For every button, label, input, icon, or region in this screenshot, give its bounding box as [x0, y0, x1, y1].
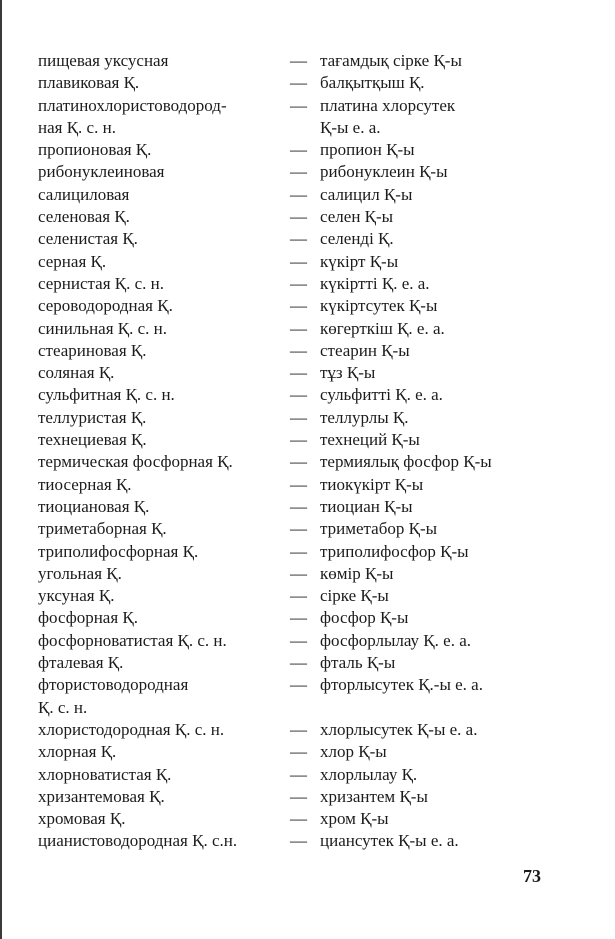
- russian-term: угольная Қ.: [38, 563, 122, 583]
- glossary-entry: [38, 139, 598, 161]
- kazakh-term: — триполифосфор Қ-ы: [290, 541, 598, 563]
- kazakh-term: — салицил Қ-ы: [290, 184, 598, 206]
- russian-term: фосфорная Қ.: [38, 608, 139, 628]
- kazakh-term: — сірке Қ-ы: [290, 585, 598, 607]
- russian-term: пищевая уксусная: [38, 51, 169, 70]
- russian-term: платинохлористоводород- ная Қ. с. н.: [38, 95, 227, 137]
- kazakh-term: — балқытқыш Қ.: [290, 72, 598, 94]
- kazakh-term: — көмір Қ-ы: [290, 563, 598, 585]
- page-edge-line: [0, 0, 2, 939]
- page-number: 73: [523, 866, 541, 886]
- kazakh-term: — фторлысутек Қ.-ы е. а.: [290, 674, 598, 696]
- kazakh-term: — сульфитті Қ. е. а.: [290, 384, 598, 406]
- russian-term: тиосерная Қ.: [38, 474, 132, 494]
- russian-term: фталевая Қ.: [38, 653, 124, 673]
- kazakh-term: — рибонуклеин Қ-ы: [290, 161, 598, 183]
- kazakh-term: — пропион Қ-ы: [290, 139, 598, 161]
- kazakh-term: — хлор Қ-ы: [290, 741, 598, 763]
- glossary-entry: [38, 384, 598, 406]
- glossary-entry: [38, 496, 598, 518]
- russian-term: хлорная Қ.: [38, 742, 117, 762]
- glossary-entry: [38, 607, 598, 629]
- glossary-entry: [38, 50, 598, 72]
- kazakh-term: — селенді Қ.: [290, 228, 598, 250]
- russian-term: теллуристая Қ.: [38, 407, 147, 427]
- kazakh-term: — стеарин Қ-ы: [290, 340, 598, 362]
- kazakh-term: — тұз Қ-ы: [290, 362, 598, 384]
- russian-term: сернистая Қ. с. н.: [38, 273, 165, 293]
- glossary-entry: [38, 228, 598, 250]
- glossary-entry: [38, 541, 598, 563]
- russian-term: рибонуклеиновая: [38, 162, 165, 182]
- russian-term: фтористоводородная Қ. с. н.: [38, 675, 189, 717]
- glossary-entry: [38, 674, 598, 719]
- kazakh-term: — фосфорлылау Қ. е. а.: [290, 630, 598, 652]
- russian-term: плавиковая Қ.: [38, 73, 140, 93]
- kazakh-term: — фосфор Қ-ы: [290, 607, 598, 629]
- glossary-list: [38, 50, 598, 853]
- russian-term: салициловая: [38, 184, 130, 204]
- kazakh-term: — термиялық фосфор Қ-ы: [290, 451, 598, 473]
- glossary-entry: [38, 206, 598, 228]
- glossary-entry: [38, 318, 598, 340]
- glossary-entry: [38, 295, 598, 317]
- russian-term: термическая фосфорная Қ.: [38, 452, 233, 472]
- russian-term: селеновая Қ.: [38, 207, 130, 227]
- kazakh-term: — технеций Қ-ы: [290, 429, 598, 451]
- glossary-entry: [38, 719, 598, 741]
- russian-term: хромовая Қ.: [38, 809, 126, 829]
- russian-term: сульфитная Қ. с. н.: [38, 385, 175, 405]
- glossary-entry: [38, 652, 598, 674]
- russian-term: сероводородная Қ.: [38, 296, 173, 316]
- russian-term: хлорноватистая Қ.: [38, 764, 172, 784]
- kazakh-term: — хлорлылау Қ.: [290, 764, 598, 786]
- kazakh-term: — тиоциан Қ-ы: [290, 496, 598, 518]
- glossary-entry: [38, 407, 598, 429]
- glossary-entry: [38, 95, 598, 140]
- kazakh-term: — циансутек Қ-ы е. а.: [290, 830, 598, 852]
- kazakh-term: — күкіртті Қ. е. а.: [290, 273, 598, 295]
- kazakh-term: — платина хлорсутек Қ-ы е. а.: [290, 95, 598, 140]
- glossary-entry: [38, 429, 598, 451]
- kazakh-term: — триметабор Қ-ы: [290, 518, 598, 540]
- russian-term: триметаборная Қ.: [38, 519, 167, 539]
- glossary-entry: [38, 340, 598, 362]
- kazakh-term: — селен Қ-ы: [290, 206, 598, 228]
- russian-term: технециевая Қ.: [38, 430, 147, 450]
- russian-term: фосфорноватистая Қ. с. н.: [38, 630, 227, 650]
- russian-term: уксуная Қ.: [38, 586, 115, 606]
- glossary-entry: [38, 563, 598, 585]
- glossary-entry: [38, 830, 598, 852]
- russian-term: синильная Қ. с. н.: [38, 318, 168, 338]
- glossary-entry: [38, 474, 598, 496]
- glossary-entry: [38, 184, 598, 206]
- glossary-entry: [38, 72, 598, 94]
- glossary-entry: [38, 764, 598, 786]
- glossary-entry: [38, 451, 598, 473]
- glossary-entry: [38, 251, 598, 273]
- glossary-entry: [38, 362, 598, 384]
- russian-term: триполифосфорная Қ.: [38, 541, 199, 561]
- russian-term: пропионовая Қ.: [38, 140, 152, 160]
- kazakh-term: — теллурлы Қ.: [290, 407, 598, 429]
- kazakh-term: — күкірт Қ-ы: [290, 251, 598, 273]
- russian-term: серная Қ.: [38, 251, 107, 271]
- kazakh-term: — хлорлысутек Қ-ы е. а.: [290, 719, 598, 741]
- glossary-entry: [38, 630, 598, 652]
- russian-term: селенистая Қ.: [38, 229, 138, 249]
- glossary-entry: [38, 518, 598, 540]
- kazakh-term: — тиокүкірт Қ-ы: [290, 474, 598, 496]
- russian-term: хризантемовая Қ.: [38, 786, 165, 806]
- kazakh-term: — тағамдық сірке Қ-ы: [290, 50, 598, 72]
- russian-term: стеариновая Қ.: [38, 340, 147, 360]
- kazakh-term: — күкіртсутек Қ-ы: [290, 295, 598, 317]
- russian-term: цианистоводородная Қ. с.н.: [38, 831, 238, 851]
- kazakh-term: — хризантем Қ-ы: [290, 786, 598, 808]
- glossary-entry: [38, 786, 598, 808]
- glossary-entry: [38, 161, 598, 183]
- kazakh-term: — фталь Қ-ы: [290, 652, 598, 674]
- glossary-entry: [38, 808, 598, 830]
- kazakh-term: — көгерткіш Қ. е. а.: [290, 318, 598, 340]
- russian-term: соляная Қ.: [38, 363, 115, 383]
- glossary-entry: [38, 585, 598, 607]
- kazakh-term: — хром Қ-ы: [290, 808, 598, 830]
- glossary-entry: [38, 741, 598, 763]
- russian-term: хлористодородная Қ. с. н.: [38, 719, 225, 739]
- glossary-entry: [38, 273, 598, 295]
- russian-term: тиоциановая Қ.: [38, 496, 150, 516]
